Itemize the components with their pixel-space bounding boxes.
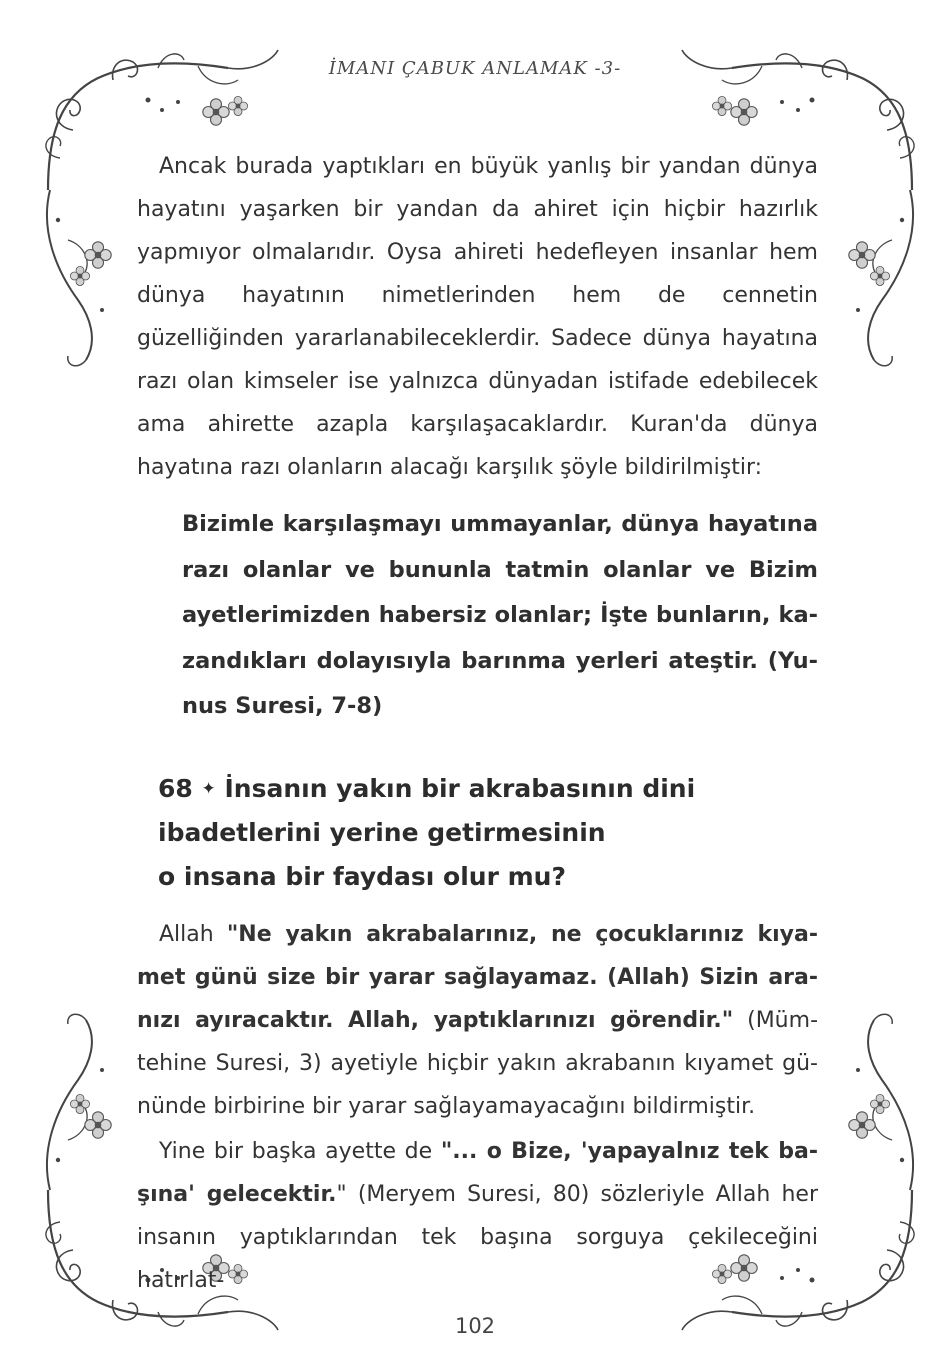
- paragraph-meryem: [137, 1130, 818, 1302]
- quote-meryem: "... o Bize, 'yapayalnız tek başına' gelecektir.: [137, 1139, 818, 1207]
- section-heading-line-2: ibadetlerini yerine getirmesinin: [158, 818, 606, 847]
- paragraph-intro: Ancak burada yaptıkları en büyük yanlış bir yandan dünya hayatını yaşarken bir yandan da ahiret için hiçbir hazırlık yapmıyor olmalarıdır. Oysa ahireti hedefleyen insanlar hem dünya hayatının nimetlerinden hem de cennetin güzelliğinden yararlanabileceklerdir. Sadece dünya hayatına razı olan kimseler ise yalnızca dünyadan istifade edebilecek ama ahirette azapla karşılaşacaklardır. Kuran'da dünya hayatına razı olanların alacağı karşılık şöyle bildirilmiştir:: [137, 154, 818, 480]
- paragraph-mumtehine-tail: (Mümtehine Suresi, 3) ayetiyle hiçbir yakın akrabanın kıyamet gününde birbirine bir yarar sağlayamayacağını bildirmiştir.: [137, 1008, 819, 1119]
- quote-yunus: Bizimle karşılaşmayı ummayanlar, dünya hayatına razı olanlar ve bununla tatmin olanlar ve Bizim ayetlerimizden habersiz olanlar; İşte bunların, kazandıkları dolayısıyla barınma yerleri ateştir. (Yunus Suresi, 7-8): [182, 511, 818, 719]
- section-heading: [158, 767, 798, 899]
- paragraph-mumtehine: [137, 913, 818, 1128]
- paragraph-meryem-lead: Yine bir başka ayette de: [159, 1139, 441, 1164]
- running-header: İMANI ÇABUK ANLAMAK -3-: [328, 58, 622, 79]
- section-marker-icon: ✦: [201, 779, 216, 799]
- section-heading-line-1: İnsanın yakın bir akrabasının dini: [224, 774, 696, 803]
- paragraph-meryem-tail: " (Meryem Suresi, 80) sözleriyle Allah her insanın yaptıklarından tek başına sorguya çekileceğini hatırlat-: [137, 1182, 818, 1293]
- page-number: 102: [454, 1314, 496, 1338]
- section-heading-line-3: o insana bir faydası olur mu?: [158, 862, 566, 891]
- section-number: 68: [158, 774, 193, 803]
- quote-mumtehine: "Ne yakın akrabalarınız, ne çocuklarınız kıyamet günü size bir yarar sağlayamaz. (Allah) Sizin aranızı ayıracaktır. Allah, yaptıklarınızı görendir.": [137, 922, 818, 1033]
- paragraph-mumtehine-lead: Allah: [159, 922, 227, 947]
